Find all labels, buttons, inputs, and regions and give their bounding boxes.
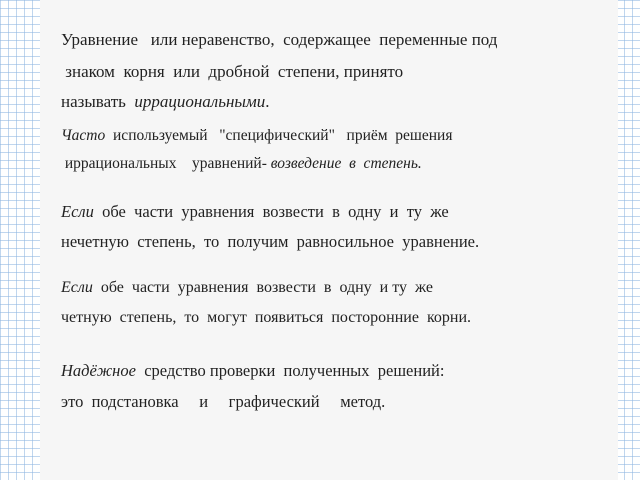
odd-power-line-1 — [61, 202, 449, 222]
even-power-text-1: обе части уравнения возвести в одну и ту же — [92, 279, 433, 296]
definition-period: . — [265, 92, 270, 111]
verification-emphasis: Надёжное — [61, 361, 136, 380]
definition-text-3: называть — [61, 92, 135, 111]
definition-text-1: Уравнение или неравенство, содержащее переменные под — [61, 30, 498, 49]
odd-power-text-1: обе части уравнения возвести в одну и ту же — [93, 202, 449, 221]
verification-text-1: средство проверки полученных решений: — [135, 361, 445, 380]
even-power-if: Если — [61, 279, 93, 296]
even-power-line-1 — [61, 278, 433, 298]
verification-line-1 — [61, 361, 444, 381]
definition-line-1 — [61, 30, 497, 50]
technique-emphasis: Часто — [61, 127, 106, 144]
term-irrational: иррациональными — [134, 92, 266, 111]
technique-text-2: иррациональных уравнений- — [61, 155, 271, 172]
technique-text-1: используемый "специфический" приём решения — [105, 127, 453, 144]
even-power-line-2 — [61, 308, 471, 328]
definition-line-2 — [61, 62, 403, 82]
verification-text-2: это подстановка и графический метод. — [61, 392, 386, 411]
definition-line-3 — [61, 92, 270, 112]
technique-line-2 — [61, 154, 422, 174]
definition-text-2: знаком корня или дробной степени, принято — [61, 62, 404, 81]
odd-power-if: Если — [61, 202, 94, 221]
odd-power-text-2: нечетную степень, то получим равносильное уравнение. — [61, 232, 480, 251]
term-raise-power: возведение в степень. — [270, 155, 422, 172]
verification-line-2 — [61, 392, 385, 412]
odd-power-line-2 — [61, 232, 479, 252]
even-power-text-2: четную степень, то могут появиться посторонние корни. — [61, 309, 472, 326]
technique-line-1 — [61, 126, 452, 146]
